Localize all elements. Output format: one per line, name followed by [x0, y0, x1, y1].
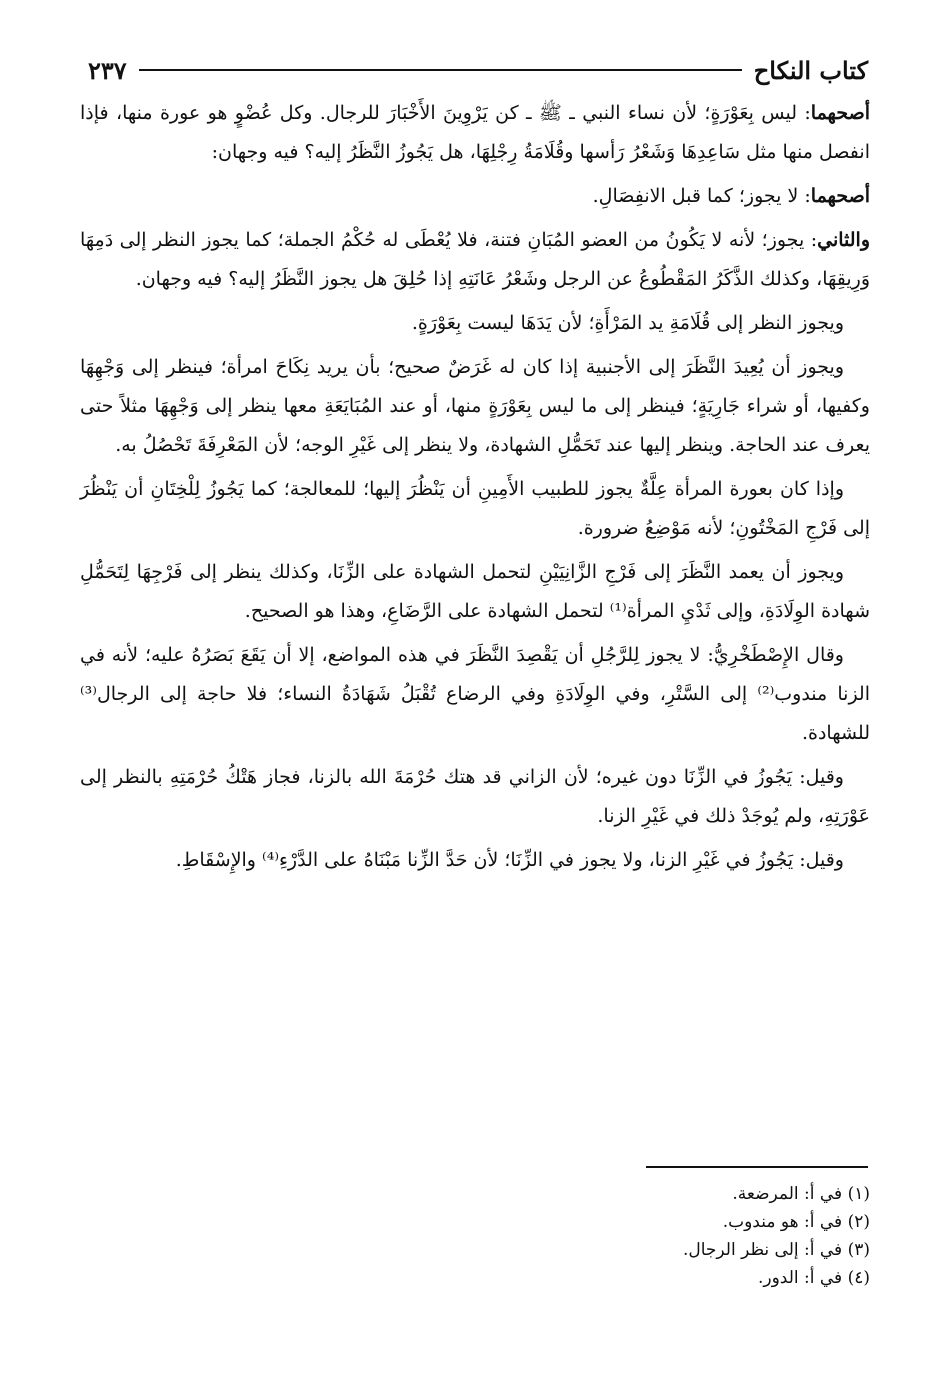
paragraph-text: وقال الإِصْطَخْرِيُّ: لا يجوز لِلرَّجُلِ أن يَقْصِدَ النَّظَرَ في هذه المواضع، إلا أن يَقَعَ بَصَرُهُ عليه؛ لأنه في الزنا مندوب⁽²⁾ إلى السَّتْرِ، وفي الوِلَادَةِ وفي الرضاع تُقْبَلُ شَهَادَةُ النساء؛ فلا حاجة إلى الرجال⁽³⁾ للشهادة.: [80, 644, 870, 744]
footnote: (٤) في أ: الدور.: [757, 1268, 870, 1288]
footnote-divider: [646, 1166, 868, 1168]
paragraph: [80, 636, 870, 753]
paragraph: [80, 177, 870, 216]
paragraph-text: وإذا كان بعورة المرأة عِلَّةٌ يجوز للطبيب الأَمِينِ أن يَنْظُرَ إليها؛ للمعالجة؛ كما يَجُوزُ لِلْخِتَانِ أن يَنْظُرَ إلى فَرْجِ المَخْتُونِ؛ لأنه مَوْضِعُ ضرورة.: [80, 478, 870, 539]
footnote: (٢) في أ: هو مندوب.: [722, 1212, 870, 1232]
main-text: [80, 94, 870, 885]
book-title: كتاب النكاح: [753, 55, 868, 85]
footnote: (٣) في أ: إلى نظر الرجال.: [682, 1240, 870, 1260]
footnotes: [80, 1180, 870, 1292]
paragraph-lead: أصحهما: [810, 185, 870, 207]
paragraph: [80, 94, 870, 172]
paragraph: [80, 348, 870, 465]
paragraph-text: : لا يجوز؛ كما قبل الانفِصَالِ.: [592, 185, 811, 207]
paragraph: [80, 553, 870, 631]
page-number: ٢٣٧: [88, 55, 127, 85]
paragraph-text: ويجوز أن يعمد النَّظَرَ إلى فَرْجِ الزَّانِيَيْنِ لتحمل الشهادة على الزِّنَا، وكذلك ينظر إلى فَرْجِهَا لِتَحَمُّلِ شهادة الوِلَادَةِ، وإلى ثَدْيِ المرأة⁽¹⁾ لتحمل الشهادة على الرَّضَاعِ، وهذا هو الصحيح.: [80, 561, 870, 622]
header-rule: [139, 69, 742, 71]
paragraph: [80, 470, 870, 548]
paragraph-text: ويجوز النظر إلى قُلَامَةِ يد المَرْأَةِ؛ لأن يَدَهَا ليست بِعَوْرَةٍ.: [411, 312, 844, 334]
paragraph-lead: والثاني: [817, 229, 870, 251]
paragraph-text: : يجوز؛ لأنه لا يَكُونُ من العضو المُبَانِ فتنة، فلا يُعْطَى له حُكْمُ الجملة؛ كما يجوز النظر إلى دَمِهَا وَرِيقِهَا، وكذلك الذَّكَرُ المَقْطُوعُ عن الرجل وشَعْرُ عَانَتِهِ إذا حُلِقَ هل يجوز النَّظَرُ إليه؟ فيه وجهان.: [80, 229, 870, 290]
paragraph: [80, 221, 870, 299]
paragraph-text: : ليس بِعَوْرَةٍ؛ لأن نساء النبي ـ ﷺ ـ كن يَرْوِينَ الأَخْبَارَ للرجال. وكل عُضْوٍ هو عورة منها، فإذا انفصل منها مثل سَاعِدِهَا وَشَعْرُ رَأسها وقُلَامَةُ رِجْلِهَا، هل يَجُوزُ النَّظَرُ إليه؟ فيه وجهان:: [80, 102, 870, 163]
paragraph: [80, 758, 870, 836]
paragraph: [80, 841, 870, 880]
paragraph-text: وقيل: يَجُوزُ في غَيْرِ الزنا، ولا يجوز في الزِّنَا؛ لأن حَدَّ الزِّنا مَبْنَاهُ على الدَّرْءِ⁽⁴⁾ والإِسْقَاطِ.: [175, 849, 844, 871]
footnote: (١) في أ: المرضعة.: [732, 1184, 870, 1204]
paragraph-lead: أصحهما: [810, 102, 870, 124]
paragraph: [80, 304, 870, 343]
paragraph-text: ويجوز أن يُعِيدَ النَّظَرَ إلى الأجنبية إذا كان له غَرَضٌ صحيح؛ بأن يريد نِكَاحَ امرأة؛ فينظر إلى وَجْهِهَا وكفيها، أو شراء جَارِيَةٍ؛ فينظر إلى ما ليس بِعَوْرَةٍ منها، أو عند المُبَايَعَةِ معها ينظر إلى وَجْهِهَا مثلاً حتى يعرف عند الحاجة. وينظر إليها عند تَحَمُّلِ الشهادة، ولا ينظر إلى غَيْرِ الوجه؛ لأن المَعْرِفَةَ تَحْصُلُ به.: [80, 356, 870, 456]
page-header: [88, 52, 868, 88]
paragraph-text: وقيل: يَجُوزُ في الزِّنَا دون غيره؛ لأن الزاني قد هتك حُرْمَةَ الله بالزنا، فجاز هَتْكُ حُرْمَتِهِ بالنظر إلى عَوْرَتِهِ، ولم يُوجَدْ ذلك في غَيْرِ الزنا.: [80, 766, 870, 827]
